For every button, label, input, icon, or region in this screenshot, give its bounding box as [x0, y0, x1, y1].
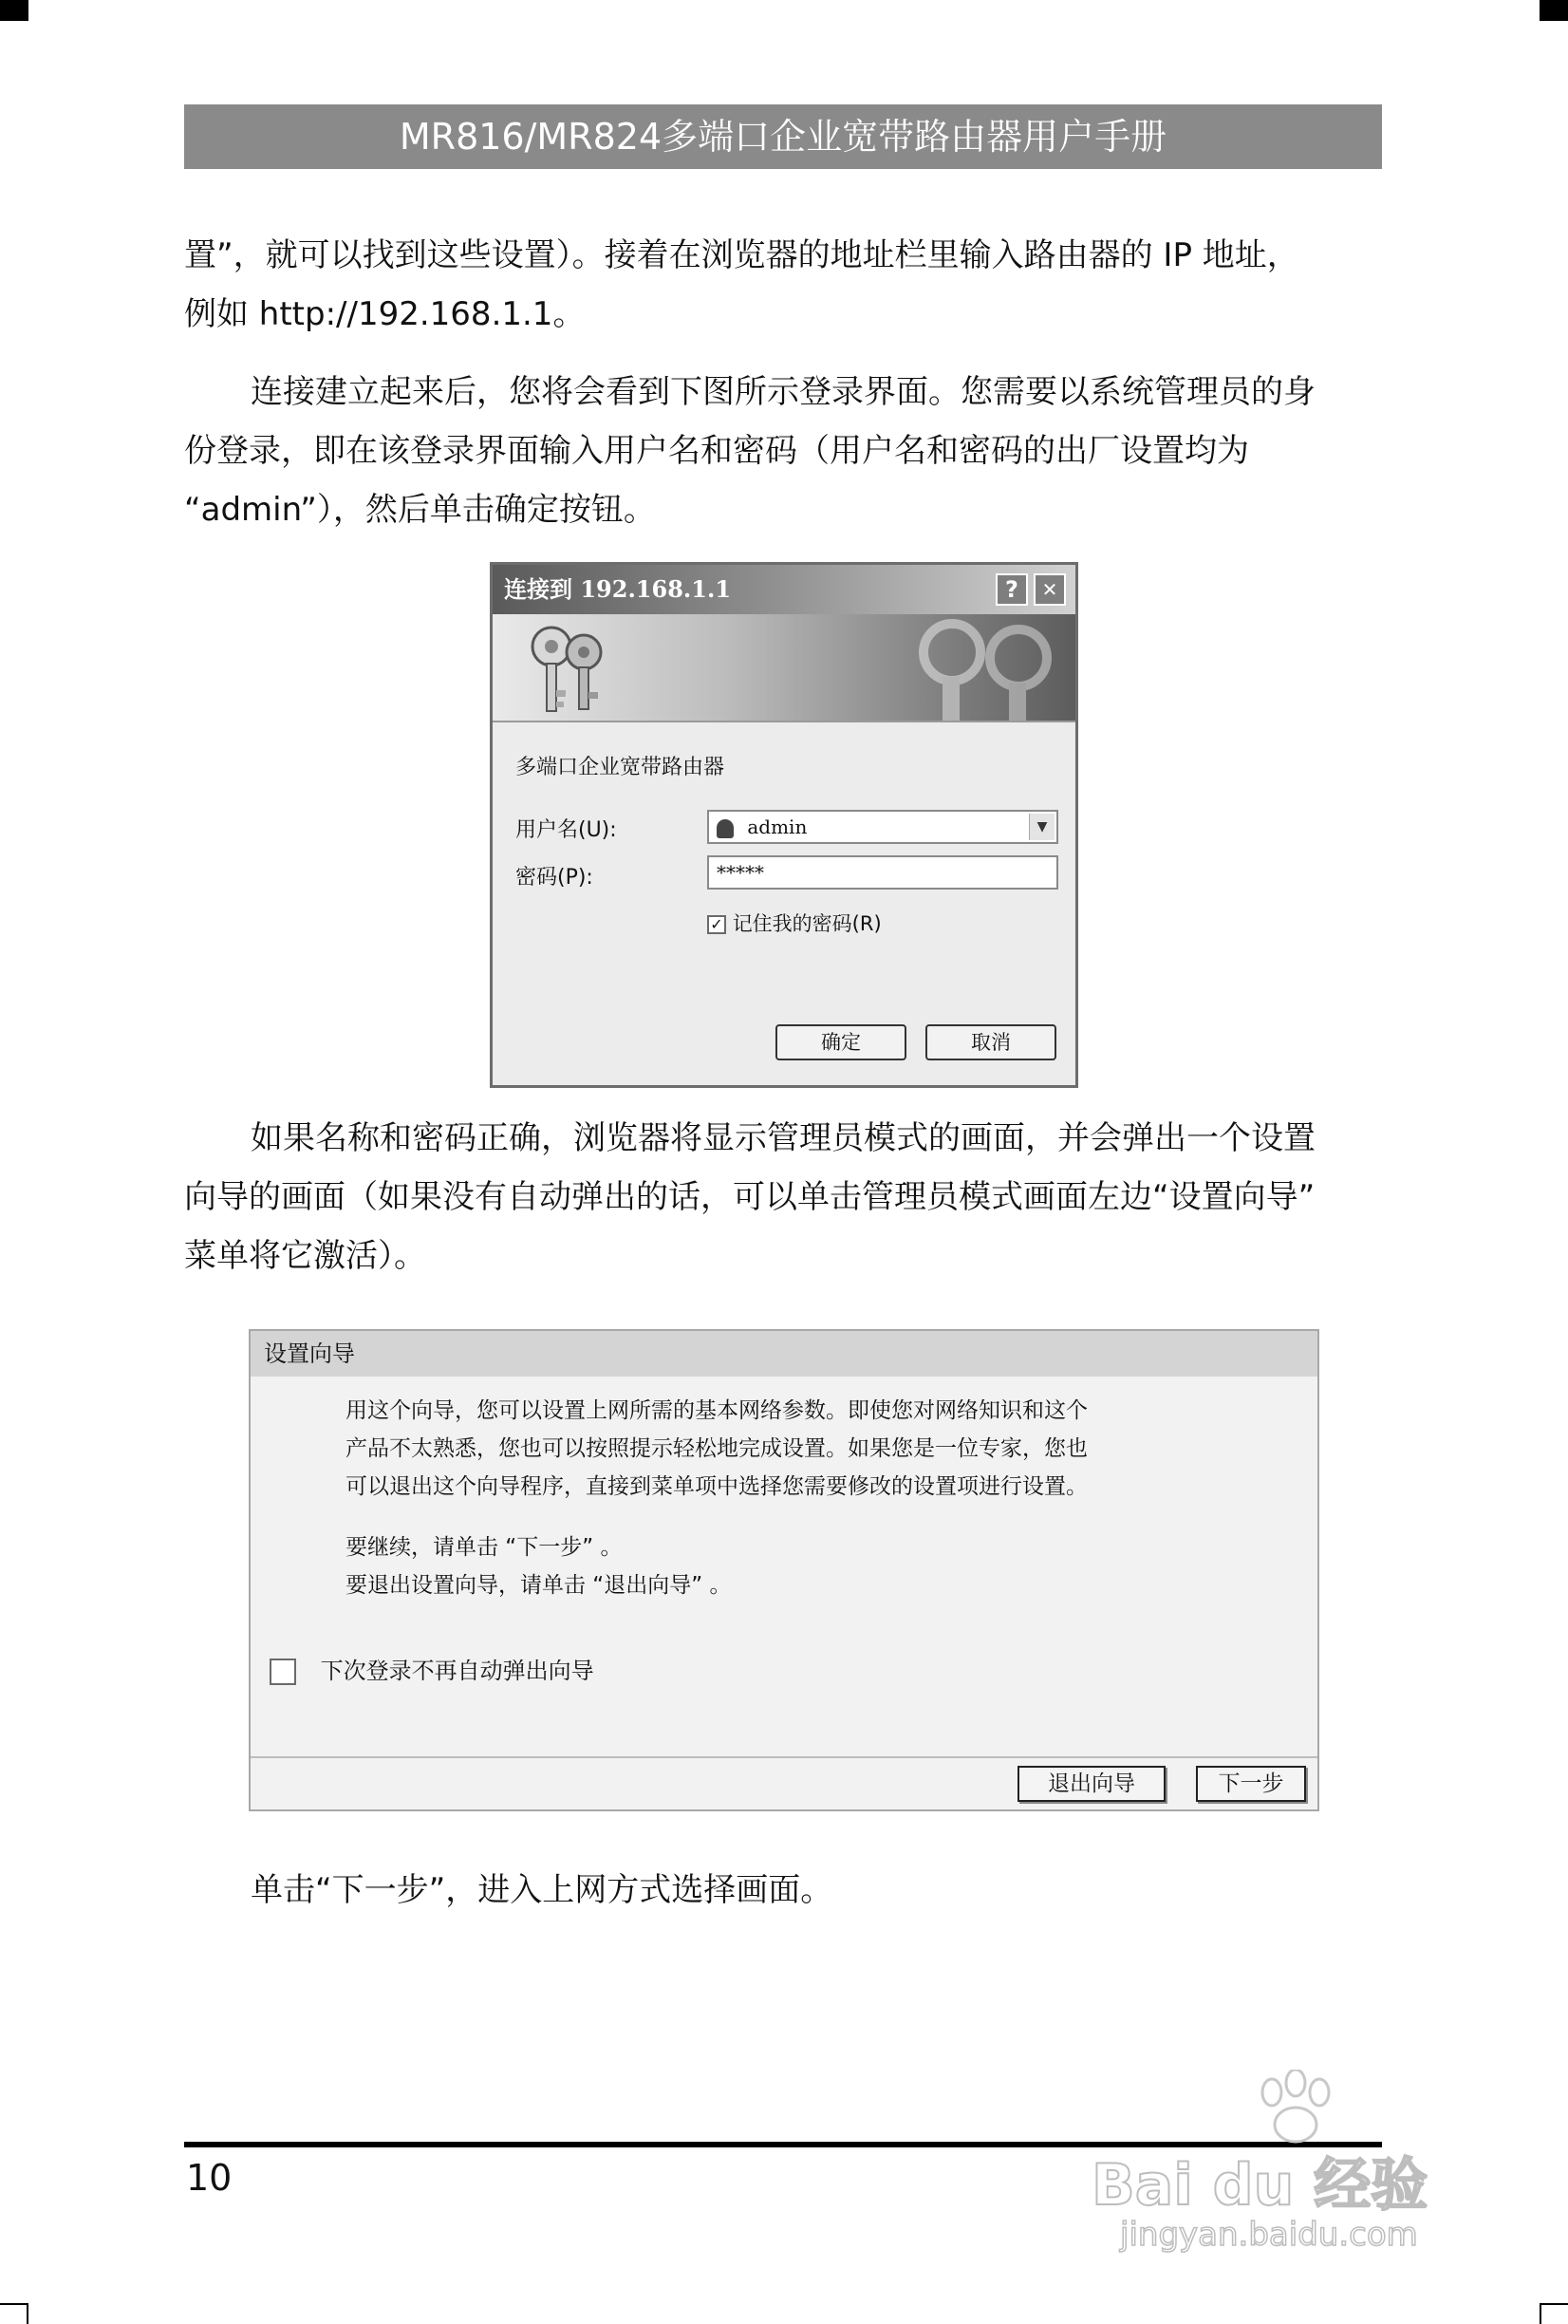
wizard-desc-line-2: 产品不太熟悉，您也可以按照提示轻松地完成设置。如果您是一位专家，您也 — [345, 1436, 1088, 1461]
corner-mark-top-left — [0, 0, 28, 21]
username-label: 用户名(U): — [515, 818, 617, 842]
ok-button[interactable]: 确定 — [775, 1024, 906, 1060]
paw-icon — [1243, 2070, 1348, 2146]
paragraph-2 — [184, 363, 1382, 539]
wizard-desc-line-1: 用这个向导，您可以设置上网所需的基本网络参数。即使您对网络知识和这个 — [345, 1398, 1088, 1423]
login-realm-text: 多端口企业宽带路由器 — [515, 756, 725, 779]
paragraph-3-line-1: 如果名称和密码正确，浏览器将显示管理员模式的画面，并会弹出一个设置 — [251, 1119, 1316, 1157]
paragraph-1-line-2: 例如 http://192.168.1.1。 — [184, 295, 586, 333]
paragraph-4 — [184, 1861, 1382, 1920]
username-value: admin — [747, 815, 808, 838]
corner-mark-top-right — [1540, 0, 1568, 21]
paragraph-2-line-1: 连接建立起来后，您将会看到下图所示登录界面。您需要以系统管理员的身 — [251, 373, 1316, 411]
keys-watermark-icon — [886, 614, 1075, 721]
password-label: 密码(P): — [515, 866, 593, 890]
baidu-watermark — [1092, 2070, 1490, 2259]
remember-password-checkbox[interactable]: ✓ — [707, 915, 726, 934]
wizard-autopopup-row — [270, 1652, 594, 1685]
password-field[interactable] — [707, 855, 1058, 890]
wizard-continue-line: 要继续，请单击 “下一步” 。 — [345, 1535, 623, 1560]
login-banner — [493, 614, 1075, 722]
paragraph-1-line-1: 置”，就可以找到这些设置）。接着在浏览器的地址栏里输入路由器的 IP 地址， — [184, 236, 1299, 274]
remember-password-label: 记住我的密码(R) — [732, 912, 882, 935]
no-auto-popup-checkbox[interactable] — [270, 1659, 296, 1685]
wizard-description — [345, 1392, 1257, 1604]
running-header: MR816/MR824多端口企业宽带路由器用户手册 — [184, 104, 1382, 169]
keys-icon — [515, 616, 620, 721]
cancel-button[interactable]: 取消 — [925, 1024, 1056, 1060]
help-button[interactable]: ? — [996, 573, 1028, 606]
corner-mark-bottom-left — [0, 2303, 28, 2324]
login-dialog — [490, 562, 1078, 1088]
paragraph-3 — [184, 1109, 1382, 1285]
login-dialog-title: 连接到 192.168.1.1 — [493, 565, 1075, 614]
corner-mark-bottom-right — [1540, 2303, 1568, 2324]
wizard-exit-line: 要退出设置向导，请单击 “退出向导” 。 — [345, 1573, 732, 1598]
paragraph-3-line-3: 菜单将它激活）。 — [184, 1237, 426, 1275]
watermark-brand: Bai du 经验 — [1092, 2152, 1428, 2219]
page-number: 10 — [186, 2157, 233, 2199]
watermark-url: jingyan.baidu.com — [1120, 2216, 1418, 2254]
user-icon — [717, 819, 734, 838]
remember-password-row — [707, 909, 882, 937]
close-button[interactable]: ✕ — [1034, 573, 1066, 606]
paragraph-2-line-2: 份登录，即在该登录界面输入用户名和密码（用户名和密码的出厂设置均为 — [184, 432, 1249, 470]
paragraph-4-text: 单击“下一步”，进入上网方式选择画面。 — [251, 1871, 833, 1909]
exit-wizard-button[interactable]: 退出向导 — [1017, 1766, 1166, 1802]
wizard-desc-line-3: 可以退出这个向导程序，直接到菜单项中选择您需要修改的设置项进行设置。 — [345, 1474, 1088, 1499]
wizard-title: 设置向导 — [251, 1331, 1317, 1377]
password-value: ***** — [717, 861, 764, 884]
setup-wizard-panel — [249, 1329, 1319, 1811]
username-combobox[interactable] — [707, 810, 1058, 844]
paragraph-1 — [184, 226, 1382, 344]
no-auto-popup-label: 下次登录不再自动弹出向导 — [320, 1658, 594, 1684]
paragraph-2-line-3: “admin”），然后单击确定按钮。 — [184, 491, 656, 529]
paragraph-3-line-2: 向导的画面（如果没有自动弹出的话，可以单击管理员模式画面左边“设置向导” — [184, 1178, 1316, 1216]
chevron-down-icon[interactable]: ▼ — [1029, 814, 1055, 840]
wizard-footer-divider — [251, 1756, 1317, 1758]
next-step-button[interactable]: 下一步 — [1196, 1766, 1306, 1802]
